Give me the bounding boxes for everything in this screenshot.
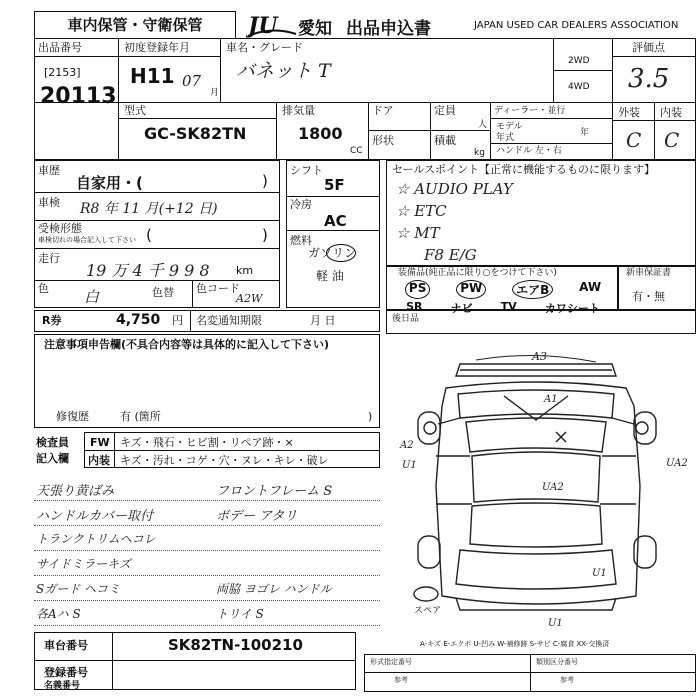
interior-label: 内装 bbox=[660, 106, 682, 119]
ju-logo bbox=[246, 12, 298, 38]
svg-text:JU: JU bbox=[248, 13, 278, 38]
remarks-box bbox=[386, 310, 696, 334]
drive-4wd: 4WD bbox=[568, 82, 590, 92]
door-label: ドア bbox=[372, 104, 394, 117]
drive-2wd: 2WD bbox=[568, 56, 590, 66]
equip-leather: カワシート bbox=[544, 302, 600, 315]
repair-close: ) bbox=[368, 410, 373, 423]
interior-check-label: 内装 bbox=[88, 454, 110, 467]
capacity-unit: 人 bbox=[478, 120, 488, 130]
mileage-label: 走行 bbox=[38, 252, 60, 265]
class-code-label: 類別区分番号 bbox=[536, 658, 578, 666]
receipt-close: ) bbox=[262, 226, 268, 244]
inspector-label-2: 記入欄 bbox=[36, 452, 69, 465]
equip-tv: TV bbox=[500, 300, 517, 313]
sales-point-item: ☆ MT bbox=[396, 224, 440, 242]
registration-era: H11 bbox=[130, 64, 175, 88]
exterior-label: 外装 bbox=[618, 106, 640, 119]
score-value: 3.5 bbox=[628, 64, 670, 94]
ref2: 参考 bbox=[560, 676, 574, 684]
inspector-label-1: 検査員 bbox=[36, 436, 69, 449]
notice-label: 名変通知期限 bbox=[196, 314, 262, 327]
shape-label: 形状 bbox=[372, 134, 394, 147]
handle-label: ハンドル 左・右 bbox=[496, 146, 562, 156]
inspector-lines bbox=[34, 476, 380, 626]
model-code-label: 形式指定番号 bbox=[370, 658, 412, 666]
receipt-label: 受検形態 bbox=[38, 222, 82, 235]
equipment-label: 装備品(純正品に限り○をつけて下さい) bbox=[398, 268, 557, 278]
registration-month-unit: 月 bbox=[210, 88, 220, 98]
sales-points-list bbox=[396, 178, 686, 266]
mark-a1: A1 bbox=[544, 394, 558, 405]
mark-ua2-center: UA2 bbox=[542, 482, 564, 493]
model-year-unit: 年 bbox=[580, 128, 590, 138]
remarks-label: 後日品 bbox=[392, 314, 420, 324]
english-title: JAPAN USED CAR DEALERS ASSOCIATION bbox=[474, 20, 679, 31]
warranty-label: 新車保証書 bbox=[626, 268, 672, 278]
mark-u1-rear: U1 bbox=[592, 568, 607, 579]
dealer-label: ディーラー・並行 bbox=[494, 106, 566, 116]
equip-ps: PS bbox=[405, 280, 430, 299]
notice-unit: 月 日 bbox=[310, 314, 336, 327]
interior-score: C bbox=[664, 128, 680, 152]
lot-label: 出品番号 bbox=[38, 41, 82, 54]
doc-title: 出品申込書 bbox=[346, 19, 431, 39]
ref1: 参考 bbox=[394, 676, 408, 684]
interior-check-text: キズ・汚れ・コゲ・穴・ヌレ・キレ・破レ bbox=[120, 454, 329, 467]
color-code-label: 色コード bbox=[196, 282, 240, 295]
history-value: 自家用・( bbox=[76, 174, 143, 192]
sales-point-item: ☆ AUDIO PLAY bbox=[396, 180, 513, 198]
displacement-label: 排気量 bbox=[282, 104, 315, 117]
mark-ua2-right: UA2 bbox=[666, 458, 688, 469]
storage-label: 車内保管・守衛保管 bbox=[67, 16, 203, 34]
car-diagram bbox=[386, 336, 696, 636]
spare-label: スペア bbox=[414, 606, 442, 616]
equip-pw: PW bbox=[456, 280, 486, 299]
mark-a2: A2 bbox=[400, 440, 414, 451]
type-label: 型式 bbox=[124, 104, 146, 117]
mileage-value: 19 万 4 千 9 9 8 bbox=[86, 261, 210, 280]
load-unit: kg bbox=[474, 148, 485, 158]
inspection-value: R8 年 11 月(+12 日) bbox=[80, 201, 218, 217]
repair-value: 有 (箇所 bbox=[120, 410, 161, 423]
fw-label: FW bbox=[90, 436, 110, 449]
exterior-score: C bbox=[626, 128, 642, 152]
lot-bracket: [2153] bbox=[44, 66, 81, 79]
model-name: バネット T bbox=[236, 60, 331, 82]
sales-points-label: セールスポイント【正常に機能するものに限ります】 bbox=[392, 163, 656, 176]
chassis-label: 車台番号 bbox=[44, 639, 88, 652]
storage-box bbox=[34, 11, 236, 39]
mileage-unit: km bbox=[236, 264, 254, 277]
load-label: 積載 bbox=[434, 134, 456, 147]
mark-a3: A3 bbox=[532, 350, 547, 363]
equip-navi: ナビ bbox=[450, 302, 473, 315]
cc-unit: CC bbox=[350, 146, 363, 156]
registration-month: 07 bbox=[182, 72, 202, 90]
fw-text: キズ・飛石・ヒビ割・リペア跡・× bbox=[120, 436, 294, 449]
inspector-line: ハンドルカバー取付 ボデー アタリ bbox=[34, 501, 380, 526]
shift-value: 5F bbox=[324, 176, 345, 194]
inspector-line: Sガード ヘコミ 両脇 ヨゴレ ハンドル bbox=[34, 576, 380, 601]
fuel-diesel: 軽 油 bbox=[316, 269, 344, 283]
equip-airbag: エアB bbox=[512, 280, 553, 299]
stamp-label: 名義番号 bbox=[44, 681, 81, 691]
registration-label: 初度登録年月 bbox=[124, 41, 190, 54]
inspector-line: 天張り黄ばみ フロントフレーム S bbox=[34, 476, 380, 501]
chassis-value: SK82TN-100210 bbox=[168, 636, 303, 654]
color-change-label: 色替 bbox=[152, 286, 174, 299]
warranty-value: 有・無 bbox=[632, 290, 665, 303]
lot-number: 20113 bbox=[40, 84, 117, 109]
model-label: 車名・グレード bbox=[226, 41, 303, 54]
receipt-open: ( bbox=[146, 226, 152, 244]
car-diagram-svg bbox=[386, 336, 696, 636]
sales-point-item: F8 E/G bbox=[424, 246, 477, 264]
repair-label: 修復歴 bbox=[56, 410, 89, 423]
damage-legend: A-キズ E-エクボ U-凹み W-補修跡 S-サビ C-腐食 XX-交換済 bbox=[420, 640, 610, 648]
org-name: 愛知 bbox=[298, 19, 332, 39]
sales-point-item: ☆ ETC bbox=[396, 202, 447, 220]
fuel-label: 燃料 bbox=[290, 234, 312, 247]
history-close: ) bbox=[262, 172, 268, 190]
history-label: 車歴 bbox=[38, 164, 60, 177]
color-label: 色 bbox=[38, 282, 49, 295]
recycle-label: R券 bbox=[42, 314, 62, 327]
equip-aw: AW bbox=[579, 280, 602, 294]
inspector-line: サイドミラーキズ bbox=[34, 551, 380, 576]
cert-label: 登録番号 bbox=[44, 666, 88, 679]
inspection-label: 車検 bbox=[38, 196, 60, 209]
recycle-unit: 円 bbox=[172, 314, 183, 327]
score-label: 評価点 bbox=[632, 41, 665, 54]
fuel-gasoline: ガソリン bbox=[308, 246, 357, 260]
equip-sr: SR bbox=[406, 300, 423, 313]
ju-logo-icon bbox=[246, 12, 298, 38]
notes-label: 注意事項申告欄(不具合内容等は具体的に記入して下さい) bbox=[44, 338, 330, 351]
inspector-line: トランクトリムヘコレ bbox=[34, 526, 380, 551]
recycle-value: 4,750 bbox=[116, 312, 161, 328]
capacity-label: 定員 bbox=[434, 104, 456, 117]
model-year-label: モデル年式 bbox=[496, 122, 523, 143]
shift-label: シフト bbox=[290, 164, 323, 177]
mark-x bbox=[558, 434, 559, 435]
color-value: 白 bbox=[84, 288, 100, 306]
aircon-value: AC bbox=[324, 212, 347, 230]
receipt-sub: 車検切れの場合記入して下さい bbox=[38, 236, 136, 244]
color-code: A2W bbox=[236, 292, 263, 305]
mark-u1-left: U1 bbox=[402, 460, 417, 471]
type-value: GC-SK82TN bbox=[144, 124, 247, 143]
mark-u1-bottom: U1 bbox=[548, 618, 563, 629]
displacement-value: 1800 bbox=[298, 124, 343, 143]
aircon-label: 冷房 bbox=[290, 198, 312, 211]
inspector-line: 各Aハ S トリイ S bbox=[34, 601, 380, 626]
